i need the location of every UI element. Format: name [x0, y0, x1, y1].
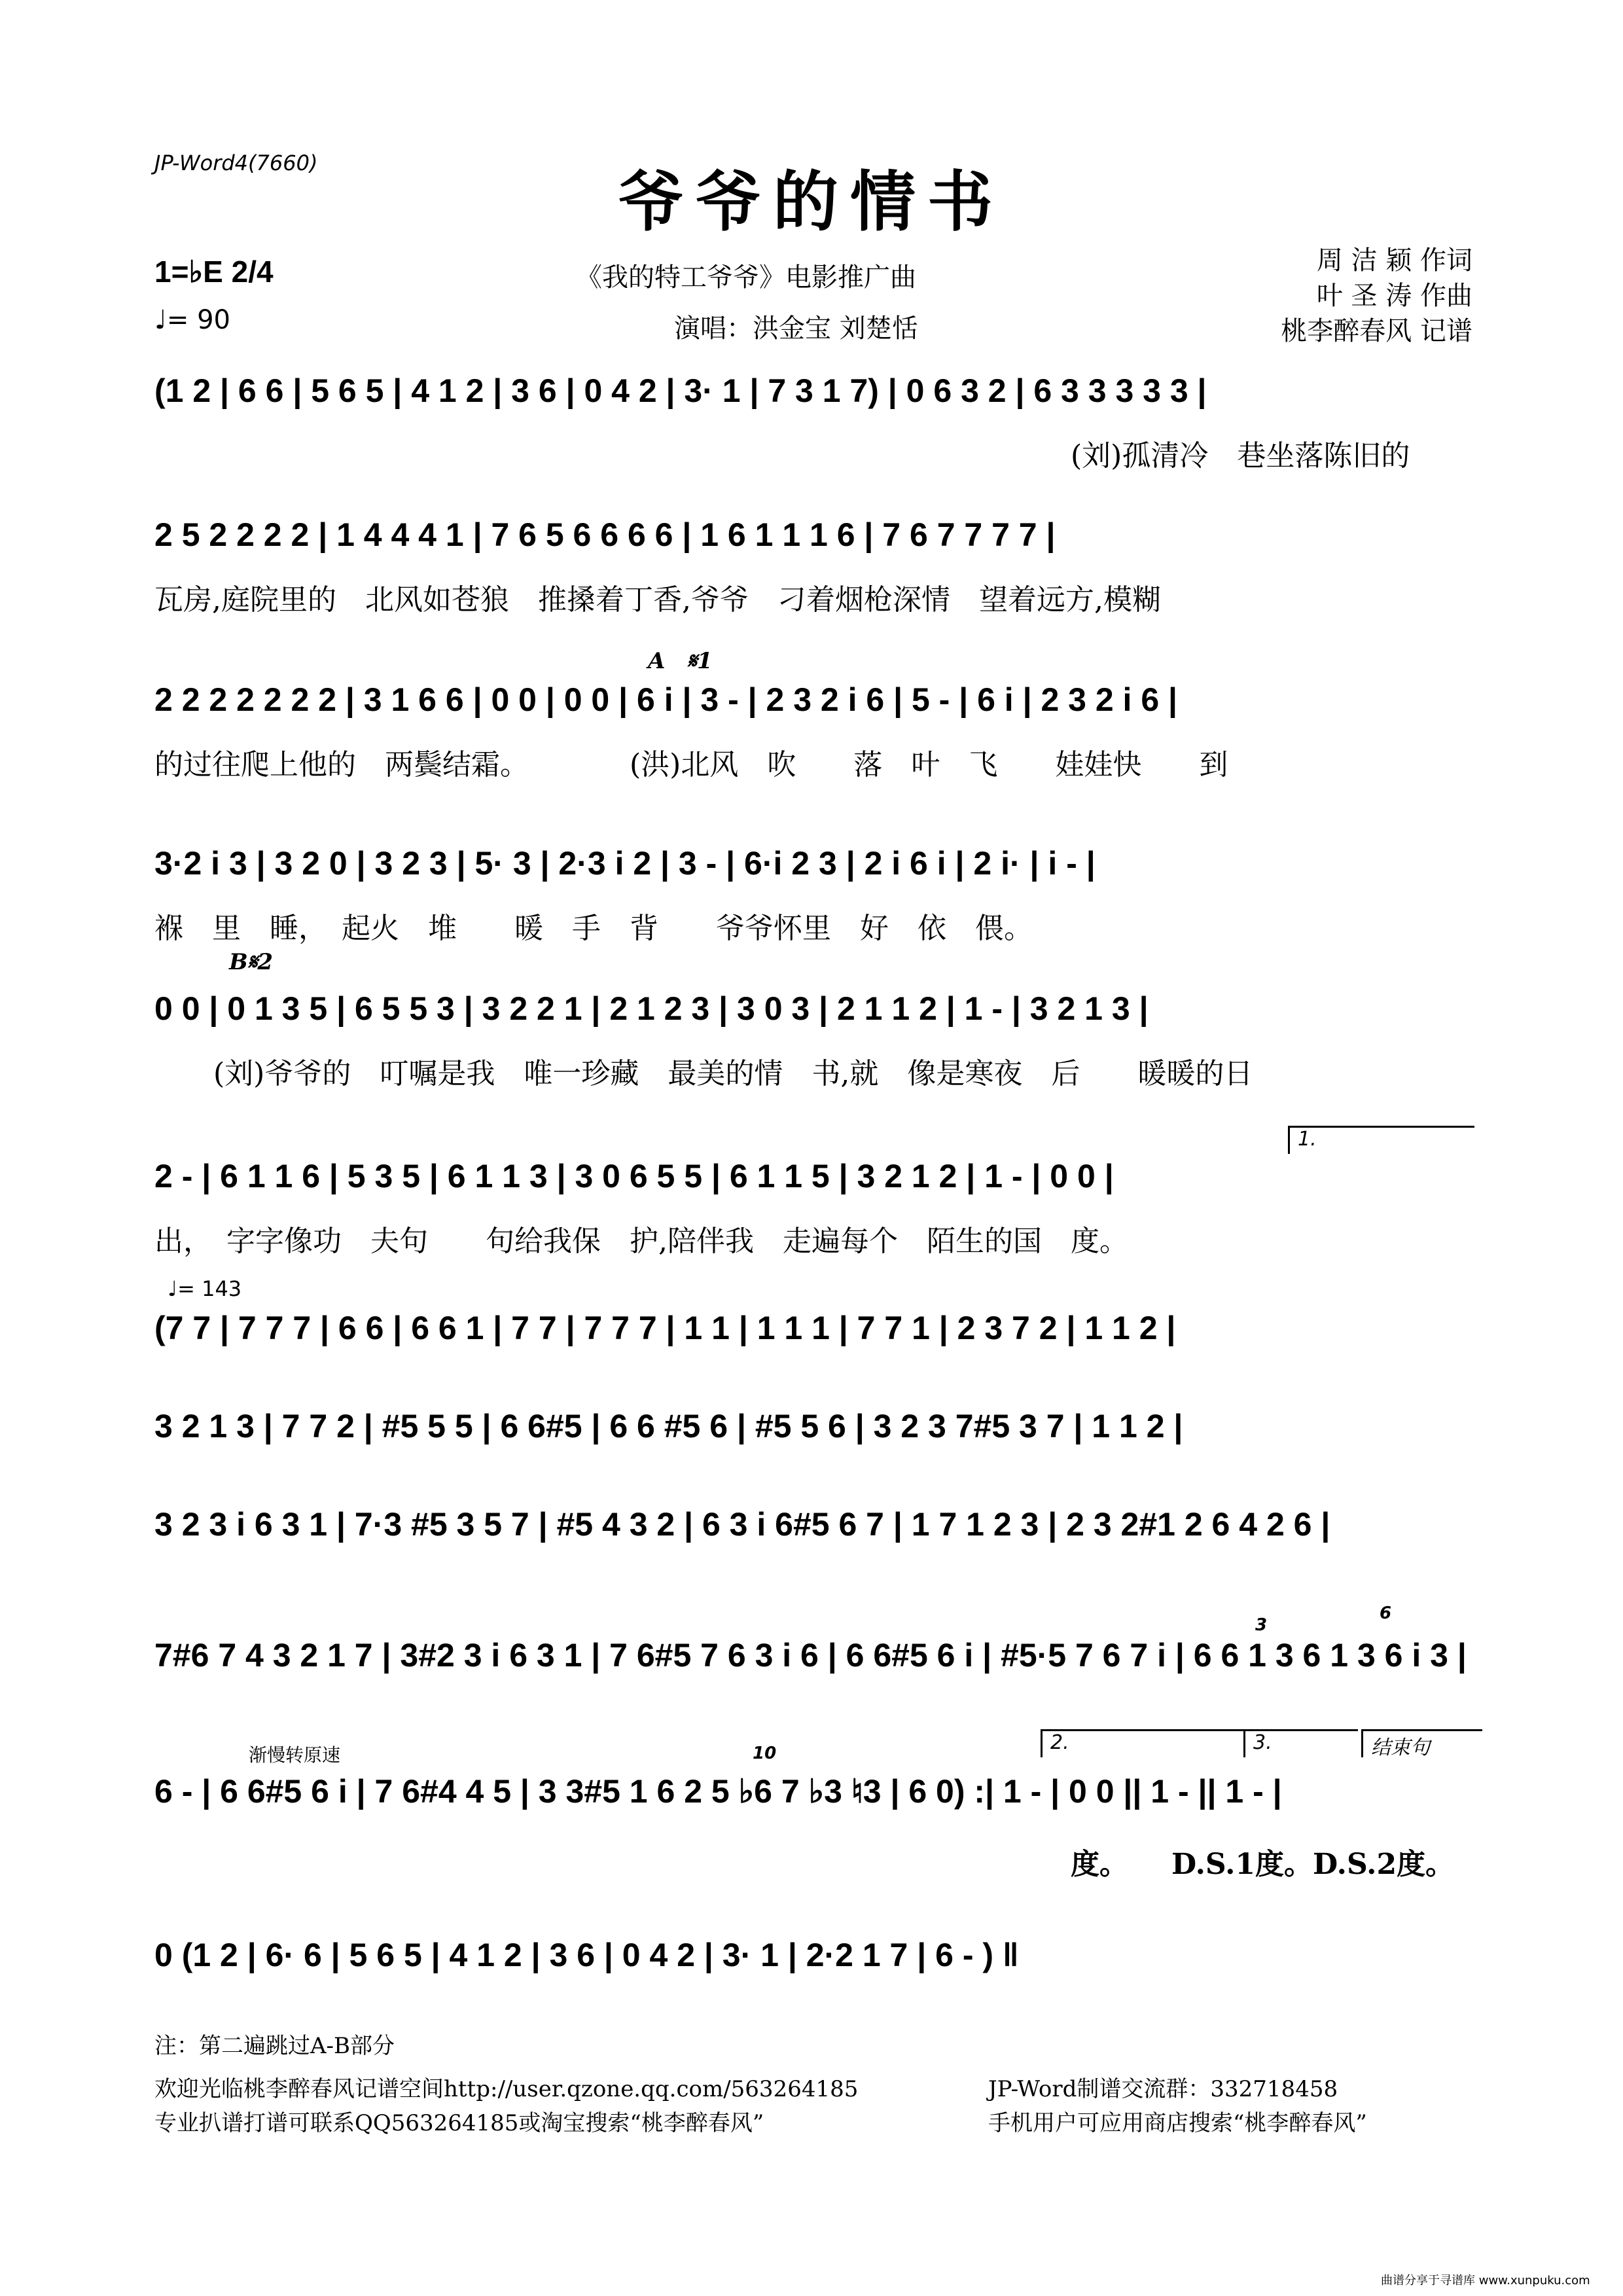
footer-line2-left: 专业扒谱打谱可联系QQ563264185或淘宝搜索“桃李醉春风”	[154, 2110, 764, 2136]
tuplet-6-label: 6	[1380, 1604, 1392, 1623]
footer-line2-right: 手机用户可应用商店搜索“桃李醉春风”	[988, 2110, 1367, 2136]
notation-line: 3 2 3 i 6 3 1 | 7·3 #5 3 5 7 | #5 4 3 2 | 6 3 i 6#5 6 7 | 1 7 1 2 3 | 2 3 2#1 2 6 4 2 6 |	[154, 1506, 1330, 1543]
ending-3-label: 3.	[1253, 1731, 1272, 1754]
ending-final-label: 结束句	[1371, 1736, 1430, 1759]
footer-line1-left: 欢迎光临桃李醉春风记谱空间http://user.qzone.qq.com/563264185	[154, 2076, 859, 2102]
notation-line: (1 2 | 6 6 | 5 6 5 | 4 1 2 | 3 6 | 0 4 2 | 3· 1 | 7 3 1 7) | 0 6 3 2 | 6 3 3 3 3 3 |	[154, 372, 1207, 409]
song-title: 爷爷的情书	[618, 163, 1005, 240]
notation-line: 6 - | 6 6#5 6 i | 7 6#4 4 5 | 3 3#5 1 6 2 5 ♭6 7 ♭3 ♮3 | 6 0) :| 1 - | 0 0 || 1 - || 1 - |	[154, 1773, 1282, 1810]
composer-credit: 叶 圣 涛 作曲	[1316, 281, 1472, 311]
lyricist-credit: 周 洁 颖 作词	[1316, 245, 1472, 276]
notation-line: 7#6 7 4 3 2 1 7 | 3#2 3 i 6 3 1 | 7 6#5 7 6 3 i 6 | 6 6#5 6 i | #5·5 7 6 7 i | 6 6 1 3 6 1 3 6 i 3 |	[154, 1637, 1467, 1674]
subtitle: 《我的特工爷爷》电影推广曲	[576, 262, 916, 293]
notation-line: 2 - | 6 1 1 6 | 5 3 5 | 6 1 1 3 | 3 0 6 5 5 | 6 1 1 5 | 3 2 1 2 | 1 - | 0 0 |	[154, 1158, 1114, 1194]
segno-b-mark: B𝄋2	[229, 949, 274, 975]
footer-note: 注：第二遍跳过A-B部分	[154, 2033, 395, 2059]
ending-2-label: 2.	[1050, 1731, 1069, 1754]
notation-line: 0 0 | 0 1 3 5 | 6 5 5 3 | 3 2 2 1 | 2 1 2 3 | 3 0 3 | 2 1 1 2 | 1 - | 3 2 1 3 |	[154, 990, 1149, 1027]
tuplet-10-label: 10	[753, 1744, 777, 1763]
notation-line: 0 (1 2 | 6· 6 | 5 6 5 | 4 1 2 | 3 6 | 0 4 2 | 3· 1 | 2·2 1 7 | 6 - ) ‖	[154, 1937, 1019, 1973]
ending-final-bracket	[1361, 1729, 1482, 1757]
lyric-line: (刘)爷爷的 叮嘱是我 唯一珍藏 最美的情 书,就 像是寒夜 后 暖暖的日	[213, 1057, 1253, 1090]
notation-line: 3 2 1 3 | 7 7 2 | #5 5 5 | 6 6#5 | 6 6 #5 6 | #5 5 6 | 3 2 3 7#5 3 7 | 1 1 2 |	[154, 1408, 1183, 1444]
ending-2-bracket	[1041, 1729, 1247, 1757]
ending-1-label: 1.	[1298, 1128, 1317, 1151]
key-signature: 1=♭E 2/4	[154, 255, 274, 289]
lyric-line: 出， 字字像功 夫句 句给我保 护,陪伴我 走遍每个 陌生的国 度。	[154, 1225, 1128, 1258]
software-label: JP-Word4(7660)	[154, 151, 318, 175]
notation-line: 2 2 2 2 2 2 2 | 3 1 6 6 | 0 0 | 0 0 | 6 i | 3 - | 2 3 2 i 6 | 5 - | 6 i | 2 3 2 i 6 |	[154, 681, 1178, 718]
segno-a-mark: A 𝄋1	[648, 648, 713, 674]
footer-line1-right: JP-Word制谱交流群：332718458	[988, 2076, 1338, 2102]
lyric-line: 瓦房,庭院里的 北风如苍狼 推搡着丁香,爷爷 刁着烟枪深情 望着远方,模糊	[154, 583, 1161, 617]
performers: 演唱：洪金宝 刘楚恬	[674, 314, 918, 344]
notation-line: 2 5 2 2 2 2 | 1 4 4 4 1 | 7 6 5 6 6 6 6 | 1 6 1 1 1 6 | 7 6 7 7 7 7 |	[154, 516, 1056, 553]
notation-line: (7 7 | 7 7 7 | 6 6 | 6 6 1 | 7 7 | 7 7 7 | 1 1 | 1 1 1 | 7 7 1 | 2 3 7 2 | 1 1 2 |	[154, 1310, 1176, 1346]
watermark: 曲谱分享于寻谱库 www.xunpuku.com	[1381, 2274, 1590, 2287]
ending-3-bracket	[1243, 1729, 1358, 1757]
tempo-marking: ♩= 90	[154, 305, 230, 335]
transcriber-credit: 桃李醉春风 记谱	[1281, 316, 1472, 346]
rit-marking: 渐慢转原速	[249, 1744, 341, 1766]
lyric-line: 的过往爬上他的 两鬓结霜。 (洪)北风 吹 落 叶 飞 娃娃快 到	[154, 748, 1228, 781]
tempo-change: ♩= 143	[168, 1276, 242, 1301]
lyric-line: 度。 D.S.1度。D.S.2度。	[1071, 1848, 1455, 1881]
lyric-line: 褓 里 睡， 起火 堆 暖 手 背 爷爷怀里 好 依 偎。	[154, 912, 1033, 945]
notation-line: 3·2 i 3 | 3 2 0 | 3 2 3 | 5· 3 | 2·3 i 2 | 3 - | 6·i 2 3 | 2 i 6 i | 2 i· | i - |	[154, 845, 1096, 882]
tuplet-3-label: 3	[1255, 1615, 1268, 1635]
lyric-line: (刘)孤清冷 巷坐落陈旧的	[1071, 439, 1410, 473]
ending-1-bracket	[1288, 1126, 1474, 1154]
